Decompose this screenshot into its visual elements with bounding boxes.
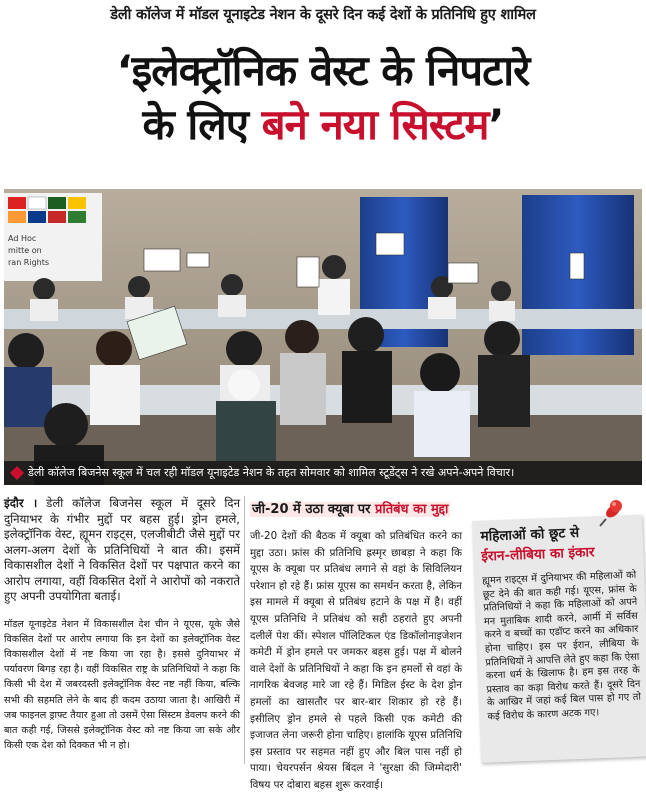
main-story-para1-text: डेली कॉलेज बिजनेस स्कूल में दूसरे दिन दुनियाभर के गंभीर मुद्दों पर बहस हुई। ड्रोन हमले, इलेक्ट्रॉनिक वेस्ट, ह्यूमन राइट्स, एलजीबीटी जैसे मुद्दों पर अलग-अलग देशों के प्रतिनिधियों ने बात की। इसमें विकासशील देशों ने विकसित देशों पर पक्षपात करने का आरोप लगाया, वहीं विकसित देशों ने आरोपों को नकराते हुए अपनी उपयोगिता बताई। bbox=[4, 496, 241, 603]
side-story-heading-box bbox=[250, 502, 450, 517]
photo-caption bbox=[4, 461, 642, 485]
headline bbox=[0, 44, 646, 152]
side-story-heading-red: प्रतिबंध का मुद्दा bbox=[374, 502, 449, 517]
sticky-note bbox=[472, 514, 646, 762]
main-story-para2: मॉडल यूनाइटेड नेशन में विकासशील देश चीन ने यूएस, यूके जैसे विकसित देशों पर आरोप लगाया कि इन देशों का इलेक्ट्रॉनिक वेस्ट विकासशील देशों में नष्ट किया जा रहा है। इससे दुनियाभर में पर्यावरण बिगड़ रहा है। वहीं विकसित राष्ट्र के प्रतिनिधियों ने कहा कि किसी भी देश में जबरदस्ती इलेक्ट्रॉनिक वेस्ट नष्ट नहीं किया, बल्कि सभी की सहमति लेने के बाद ही कदम उठाया जाता है। आखिरी में जब फाइनल ड्राफ्ट तैयार हुआ तो उसमें ऐसा सिस्टम डेवलप करने की बात कही गई, जिससे इलेक्ट्रॉनिक वेस्ट को नष्ट किया जा सके और किसी एक देश को दिक्कत भी न हो। bbox=[4, 618, 240, 752]
side-story-heading bbox=[250, 500, 462, 520]
caption-arrow-icon bbox=[10, 466, 24, 480]
classroom-photo-illustration bbox=[4, 189, 642, 485]
push-pin-icon bbox=[596, 497, 626, 527]
headline-line2-red: बने नया सिस्टम bbox=[261, 100, 489, 149]
side-story-body: जी-20 देशों की बैठक में क्यूबा को प्रतिबंधित करने का मुद्दा उठा। फ्रांस की प्रतिनिधि ह्रस्मृर छाबड़ा ने कहा कि यूएस के क्यूबा पर प्रतिबंध लगाने से वहां के सिविलियन परेशान हो रहे हैं। फ्रांस यूएस का समर्थन करता है, लेकिन इस मामले में क्यूबा से प्रतिबंध हटाने के पक्ष में है। वहीं यूएस प्रतिनिधि ने प्रतिबंध को सही ठहराते हुए अपनी दलीलें पेश कीं। स्पेशल पॉलिटिकल एंड डिकॉलोनाइजेशन कमेटी में ड्रोन हमले पर जमकर बहस हुई। पक्ष में बोलने वाले देशों के प्रतिनिधियों ने कहा कि इन हमलों से वहां के नागरिक बेवजह मारे जा रहे हैं। मिडिल ईस्ट के देश ड्रोन हमलों का खासतौर पर बार-बार शिकार हो रहे हैं। इसीलिए ड्रोन हमले से पहले किसी एक कमेटी की इजाजत लेना जरूरी होना चाहिए। हालांकि यूएस प्रतिनिधि इस प्रस्ताव पर सहमत नहीं हुए और बिल पास नहीं हो पाया। चेयरपर्सन श्रेयस बिंदल ने 'सुरक्षा की जिम्मेदारी' विषय पर दोबारा बहस शुरू करवाई। bbox=[250, 530, 462, 791]
board-text-2: mitte on bbox=[8, 246, 42, 255]
board-text-1: Ad Hoc bbox=[8, 234, 37, 243]
main-story bbox=[4, 496, 240, 765]
photo-caption-text: डेली कॉलेज बिजनेस स्कूल में चल रही मॉडल यूनाइटेड नेशन के तहत सोमवार को शामिल स्टूडेंट्स ने रखे अपने-अपने विचार। bbox=[28, 466, 515, 479]
main-story-para1 bbox=[4, 496, 240, 605]
dateline: इंदौर । bbox=[4, 496, 38, 510]
side-story-heading-plain: जी-20 में उठा क्यूबा पर bbox=[252, 502, 371, 517]
note-title-line2: ईरान-लीबिया का इंकार bbox=[481, 544, 595, 565]
headline-line2-black: के लिए bbox=[142, 100, 248, 149]
note-body: ह्यूमन राइट्स में दुनियाभर की महिलाओं को छूट देने की बात कही गई। यूएस, फ्रांस के प्रतिनिधियों ने कहा कि महिलाओं को अपने मन मुताबिक शादी करने, आर्मी में सर्विस करने व बच्चों का एडॉप्ट करने का अधिकार होना चाहिए। इस पर ईरान, लीबिया के प्रतिनिधियों ने आपत्ति लेते हुए कहा कि ऐसा करना धर्म के खिलाफ है। हम इस तरह के प्रस्ताव का कड़ा विरोध करते हैं। दूसरे दिन के आखिर में जहां कई बिल पास हो गए तो कई विरोध के कारण अटक गए। bbox=[482, 569, 642, 723]
headline-close-quote: ’ bbox=[488, 100, 504, 149]
note-title-line1: महिलाओं को छूट से bbox=[480, 524, 580, 545]
board-text-3: ran Rights bbox=[8, 258, 50, 267]
classroom-photo bbox=[4, 189, 642, 485]
headline-line2 bbox=[0, 98, 646, 152]
headline-line1: ‘इलेक्ट्रॉनिक वेस्ट के निपटारे bbox=[116, 46, 530, 95]
kicker-line: डेली कॉलेज में मॉडल यूनाइटेड नेशन के दूसरे दिन कई देशों के प्रतिनिधि हुए शामिल bbox=[110, 7, 536, 23]
column-divider bbox=[244, 496, 245, 764]
